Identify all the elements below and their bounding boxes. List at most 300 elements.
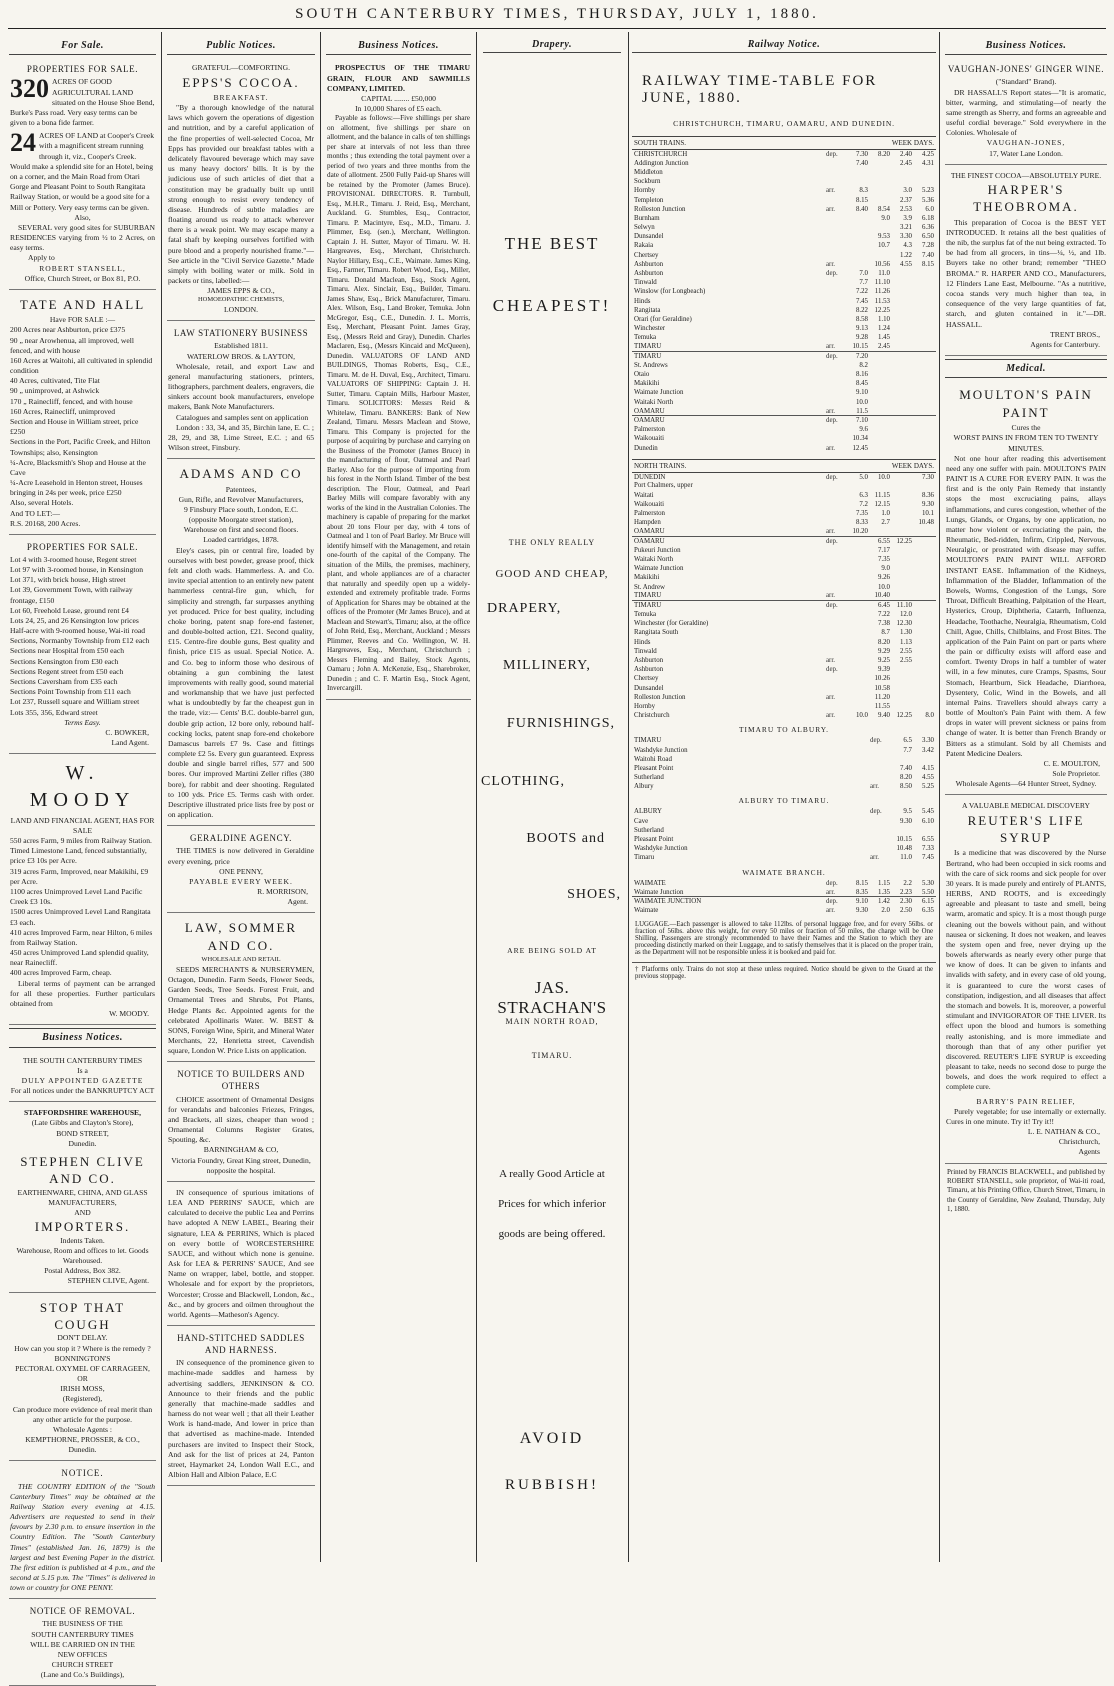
ad-title: BARRY'S PAIN RELIEF, <box>976 1096 1076 1106</box>
ad-title: LAW STATIONERY BUSINESS <box>173 328 309 339</box>
dep-arr: dep. <box>824 352 848 361</box>
ad-line: OR <box>77 1374 88 1384</box>
station-name: Waitohi Road <box>634 755 672 763</box>
ad-signature: STEPHEN CLIVE, Agent. <box>67 1276 149 1286</box>
train-time: 2.50 <box>899 907 912 915</box>
dep-arr <box>824 315 848 324</box>
train-time <box>914 610 936 619</box>
ad-properties-stansell <box>9 59 156 289</box>
timetable-row <box>632 647 936 656</box>
dep-arr <box>868 764 892 773</box>
timetable-row <box>632 555 936 564</box>
section-heading-medical: Medical. <box>945 359 1107 378</box>
ad-line: Sections in the Port, Pacific Creek, and Hilton Townships; also, Kensington <box>10 437 151 457</box>
dep-arr <box>824 684 848 693</box>
train-time <box>848 555 870 564</box>
column-prospectus <box>323 34 474 1560</box>
ad-moulton-pain-paint <box>945 382 1107 795</box>
station-name: Timaru <box>634 854 655 862</box>
ad-title: THE SOUTH CANTERBURY TIMES <box>22 1055 143 1065</box>
dep-arr <box>824 333 848 342</box>
dep-arr: arr. <box>826 205 835 213</box>
station-name: TIMARU <box>634 343 662 351</box>
train-time: 11.0 <box>900 854 912 862</box>
ad-signature: HOMOEOPATHIC CHEMISTS, <box>197 296 285 304</box>
train-time <box>870 352 892 361</box>
station-name: Pukeuri Junction <box>634 546 681 554</box>
ad-text: EARTHENWARE, CHINA, AND GLASS MANUFACTURERS, <box>17 1187 148 1207</box>
ad-address: 17, Water Lane London. <box>989 148 1063 158</box>
dep-arr <box>824 370 848 379</box>
timetable-header: NORTH TRAINS. <box>632 459 848 472</box>
ad-title: NOTICE. <box>61 1468 104 1479</box>
train-time: 11.53 <box>874 297 890 305</box>
station-name: WAIMATE <box>634 879 666 887</box>
ad-line: 90 „ unimproved, at Ashwick <box>10 386 100 396</box>
train-time: 10.0 <box>855 398 868 406</box>
dep-arr: arr. <box>826 444 835 452</box>
dep-arr <box>824 195 848 204</box>
train-time <box>914 573 936 582</box>
train-time: 4.31 <box>921 159 934 167</box>
train-time: 2.2 <box>903 879 912 887</box>
train-time: 7.17 <box>877 546 890 554</box>
train-time <box>914 546 936 555</box>
dep-arr <box>824 287 848 296</box>
station-name: Hornby <box>634 187 656 195</box>
ad-line: Can produce more evidence of real merit than any other article for the purpose. <box>12 1404 153 1424</box>
ad-line: Sections Caversham from £35 each <box>10 677 118 686</box>
train-time <box>870 407 892 416</box>
drapery-item: MILLINERY, <box>503 658 591 673</box>
ad-title: LAW, SOMMER AND CO. <box>184 920 298 953</box>
ad-text: CHOICE assortment of Ornamental Designs for verandahs and balconies Friezes, Fringes, and Brackets, all sizes, cheaper than wood ; Ornamental Columns Register Grates, Spouting, &c. <box>168 1094 314 1145</box>
timetable-south <box>632 136 936 453</box>
station-name: Waikouaiti <box>634 435 665 443</box>
timetable-row <box>632 853 936 862</box>
ad-signature: VAUGHAN-JONES, <box>986 138 1066 148</box>
dep-arr <box>824 159 848 168</box>
train-time <box>848 693 870 702</box>
train-time: 7.22 <box>855 288 868 296</box>
train-time <box>870 388 892 397</box>
ad-number: 24 <box>10 128 36 158</box>
station-name: OAMARU <box>634 407 665 415</box>
train-time: 10.7 <box>877 242 890 250</box>
ad-notice-country-edition <box>9 1463 156 1599</box>
ad-signature: LONDON. <box>224 305 258 315</box>
train-time: 8.45 <box>855 380 868 388</box>
dep-arr <box>824 491 848 500</box>
timetable-row <box>632 434 936 443</box>
train-time: 9.6 <box>859 426 868 434</box>
station-name: Sutherland <box>634 826 664 834</box>
train-time <box>914 416 936 425</box>
dep-arr <box>868 835 892 844</box>
train-time <box>892 388 914 397</box>
ad-subtitle: WHOLESALE AND RETAIL <box>201 956 281 964</box>
timetable-row <box>632 702 936 711</box>
ad-line: Sections near Hospital from £50 each <box>10 646 125 656</box>
ad-line: Also, several Hotels. <box>10 498 74 508</box>
train-time <box>848 481 870 490</box>
ad-line: Lot 237, Russell square and William street <box>10 697 140 707</box>
train-time: 6.18 <box>921 214 934 222</box>
section-heading-public-notices: Public Notices. <box>167 37 315 55</box>
train-time: 7.40 <box>899 764 912 772</box>
train-time <box>848 628 870 637</box>
ad-tate-and-hall <box>9 292 156 535</box>
timetable-row <box>632 472 936 481</box>
station-name: WAIMATE JUNCTION <box>632 897 824 906</box>
train-time: 6.3 <box>859 491 868 499</box>
train-time <box>914 537 936 546</box>
train-time <box>914 333 936 342</box>
ad-notice-removal <box>9 1601 156 1686</box>
station-name: St. Andrews <box>634 361 668 369</box>
train-time <box>892 379 914 388</box>
timetable-row <box>632 826 936 835</box>
train-time: 8.15 <box>921 260 934 268</box>
train-time: 9.10 <box>855 389 868 397</box>
train-time <box>914 693 936 702</box>
ad-title: VAUGHAN-JONES' GINGER WINE. <box>947 64 1105 75</box>
station-name: Albury <box>634 783 654 791</box>
train-time <box>892 481 914 490</box>
station-name: Waimate <box>634 907 659 915</box>
dep-arr <box>824 223 848 232</box>
train-time: 6.10 <box>921 817 934 825</box>
train-time: 10.0 <box>877 473 890 481</box>
station-name: Rolleston Junction <box>634 205 686 213</box>
timetable-row <box>632 665 936 674</box>
train-time: 7.40 <box>855 159 868 167</box>
train-time: 11.55 <box>874 702 890 710</box>
train-time <box>848 251 870 260</box>
train-time: 2.23 <box>899 888 912 896</box>
timetable-row <box>632 168 936 177</box>
train-time: 2.7 <box>881 519 890 527</box>
train-time <box>848 665 870 674</box>
train-time <box>892 306 914 315</box>
ad-signature: Christchurch, <box>1058 1137 1100 1147</box>
train-time <box>914 342 936 351</box>
ad-law-stationery <box>167 323 315 459</box>
ad-text: Payable as follows:—Five shillings per share on allotment, five shillings per share on allotment, and the balance in calls of ten shillings per share at intervals of not less than three months ; thus extending the total payment over a period of two years and three months from the date of allotment. 2500 Fully Paid-up Shares will be retained by the Promoter (James Bruce). PROVISIONAL DIRECTORS. R. Turnbull, Esq., M.H.R., Timaru. J. Reid, Esq., Merchant, Auckland. G. Stumbles, Esq., Contractor, Timaru. P. Macintyre, Esq., M.D., Timaru. J. Plimmer, Esq. (sen.), Merchant, Wellington. Captain J. H. Sutter, Mayor of Timaru. W. H. Hargreaves, Esq., Merchant, Christchurch. Naylor Hillary, Esq., C.E., Waimate. James King, Esq., Farmer, Timaru. Robert Wood, Esq., Miller, Timaru. Donald Maclean, Esq., Stock Agent, Timaru. Alex. Sinclair, Esq., Builder, Timaru. James Shaw, Esq., Brick Manufacturer, Timaru. Alex. Wilson, Esq., Land Broker, Temuka. John McGregor, Esq., C.E., Dunedin. J. L. Morris, Esq., Merchant, Pleasant Point. James Gray, Esq., (Messrs Reid and Gray), Dunedin. Charles Maclaren, Esq., (Messrs Kincaid and McQueen), Dunedin. VALUATORS OF LAND AND BUILDINGS, Thomas Roberts, Esq., C.E., Timaru. M. de H. Duval, Esq., Architect, Timaru. VALUATORS OF SHIPPING: Captain J. H. Sutter, Timaru. Captain Mills, Harbour Master, Timaru. SOLICITORS: Messrs Reid & Whitelaw, Timaru. BANKERS: Bank of New Zealand, Timaru. Messrs Maclean and Stowe, Timaru. This Company is projected for the purpose of acquiring by purchase and carrying on the Business of the Promoter (James Bruce) in the manufacturing of flour, Oatmeal and Pearl Barley. Also for the purpose of importing from his forest in the North Island. Timber of the best description. The Flour, Oatmeal, and Pearl Barley Mills will compare favorably with any works of the kind in the Australian Colonies. The machinery is capable of preparing for the market about 20 tons Flour per day, with 4 tons of Oatmeal and 1 ton of Pearl Barley. Mr Bruce will identify himself with the Management, and retain one-fourth of the capital of the Company. The situation of the Mills, the premises, machinery, plant, and whole appliances are of a character that naturally and speedily open up a widely-extended and extremely profitable trade. Forms of Application for Shares may be obtained at the offices of the Promoter (Mr James Bruce), and at Maclean and Stewart's, Timaru; also, at the office of John Reid, Esq., Merchant, Auckland ; Messrs Plimmer, Reeves and Co. Wellington, W. H. Hargreaves, Esq., Merchant, Christchurch ; Messrs Fleming and Bailey, Stock Agents, Oamaru ; John A. McKenzie, Esq., Sharebroker, Dunedin ; and C. F. Martin Esq., Stock Agent, Invercargill. <box>327 114 470 693</box>
ad-list <box>10 1333 155 1455</box>
ad-agent: ROBERT STANSELL, <box>39 263 126 273</box>
ad-adams-and-co <box>167 461 315 826</box>
ad-signature: R. MORRISON, <box>257 887 308 897</box>
timetable-row <box>632 773 936 782</box>
dep-arr <box>824 619 848 628</box>
timetable-row <box>632 527 936 536</box>
ad-saddles <box>167 1328 315 1486</box>
ad-signature: Agents for Canterbury. <box>1030 339 1100 349</box>
train-time: 9.53 <box>877 233 890 241</box>
ad-line: Section and House in William street, price £250 <box>10 417 139 437</box>
dep-arr <box>868 826 892 835</box>
timetable-row <box>632 352 936 361</box>
train-time: 1.45 <box>877 334 890 342</box>
train-time <box>892 315 914 324</box>
train-time <box>848 674 870 683</box>
ad-signature: Agents <box>1078 1147 1100 1157</box>
station-name: OAMARU <box>632 416 824 425</box>
ad-text: THE TIMES is now delivered in Geraldine every evening, price <box>168 846 314 866</box>
ad-text: For all notices under the BANKRUPTCY ACT <box>10 1086 155 1096</box>
dep-arr: arr. <box>826 343 835 351</box>
train-time: 9.29 <box>877 647 890 655</box>
train-time: 10.48 <box>896 845 912 853</box>
train-time: 7.40 <box>921 251 934 259</box>
station-name: Selwyn <box>634 224 655 232</box>
dep-arr: arr. <box>870 854 879 862</box>
ad-line: Indents Taken. <box>60 1235 105 1245</box>
ad-signature: C. BOWKER, <box>105 727 149 737</box>
dep-arr: dep. <box>826 879 838 887</box>
ad-line: Sections, Normanby Township from £12 each <box>10 636 150 646</box>
train-time <box>870 444 892 453</box>
timetable-header: WEEK DAYS. <box>848 459 936 472</box>
station-name: Addington Junction <box>634 159 689 167</box>
ad-text: Established 1811. <box>214 341 268 351</box>
ad-line: 90 „ near Arowhenua, all improved, well fenced, and with house <box>10 335 134 355</box>
train-time: 8.2 <box>859 361 868 369</box>
train-time <box>914 324 936 333</box>
timetable-row <box>632 407 936 416</box>
timetable-row <box>632 361 936 370</box>
ad-line: Lot 60, Freehold Lease, ground rent £4 <box>10 605 129 615</box>
ad-text: ONE PENNY, <box>219 866 263 876</box>
dep-arr: arr. <box>826 712 835 720</box>
timetable-section-title: ALBURY TO TIMARU. <box>738 796 830 806</box>
timetable-section-title: WAIMATE BRANCH. <box>742 867 826 877</box>
ad-text: Terms Easy. <box>64 717 101 727</box>
ad-title: REUTER'S LIFE SYRUP <box>967 812 1085 845</box>
station-name: Sockburn <box>634 178 661 186</box>
timetable-row <box>632 546 936 555</box>
train-time <box>914 278 936 287</box>
train-time <box>914 407 936 416</box>
train-time: 7.38 <box>877 620 890 628</box>
train-time: 7.20 <box>848 352 870 361</box>
station-name: Hinds <box>634 638 651 646</box>
timetable-row <box>632 214 936 223</box>
train-time <box>892 425 914 434</box>
ad-line: 170 „ Rainecliff, fenced, and with house <box>10 396 133 406</box>
train-time <box>848 592 870 601</box>
ad-law-sommer <box>167 915 315 1062</box>
timetable-row <box>632 736 936 745</box>
timetable-row <box>632 879 936 888</box>
train-time: 10.0 <box>877 583 890 591</box>
train-time: 8.22 <box>855 306 868 314</box>
train-time: 8.50 <box>899 783 912 791</box>
section-heading-business-notices: Business Notices. <box>9 1028 156 1047</box>
train-time <box>892 352 914 361</box>
train-time <box>914 755 936 764</box>
train-time <box>848 241 870 250</box>
station-name: Makikihi <box>634 380 660 388</box>
train-time <box>914 177 936 186</box>
station-name: Port Chalmers, upper <box>634 482 693 490</box>
timetable-header: SOUTH TRAINS. <box>632 137 848 150</box>
ad-line: Gun, Rifle, and Revolver Manufacturers, <box>178 494 304 504</box>
ad-signature: Agent. <box>287 897 308 907</box>
dep-arr <box>824 564 848 573</box>
dep-arr: dep. <box>824 537 848 546</box>
timetable-row <box>632 177 936 186</box>
dep-arr <box>824 702 848 711</box>
train-time: 3.9 <box>903 214 912 222</box>
train-time: 1.35 <box>877 888 890 896</box>
drapery-the-best: THE BEST <box>504 234 600 253</box>
ad-signature: Land Agent. <box>111 738 149 748</box>
train-time: 8.40 <box>855 205 868 213</box>
timetable-row <box>632 444 936 453</box>
dep-arr: arr. <box>826 888 835 896</box>
timetable-row <box>632 835 936 844</box>
ad-geraldine-agency <box>167 828 315 913</box>
timetable-waimate <box>632 879 936 916</box>
dep-arr <box>824 500 848 509</box>
timetable-row <box>632 888 936 897</box>
train-time: 5.25 <box>921 783 934 791</box>
station-name: Winslow (for Longbeach) <box>634 288 706 296</box>
ad-line: Sections Regent street from £50 each <box>10 666 124 676</box>
ad-line: 160 Acres at Waitohi, all cultivated in splendid condition <box>10 355 153 376</box>
station-name: Palmerston <box>634 510 666 518</box>
train-time: 12.0 <box>899 611 912 619</box>
train-time: 6.15 <box>914 897 936 906</box>
ad-line: (opposite Moorgate street station), <box>188 515 294 525</box>
dep-arr: arr. <box>826 657 835 665</box>
station-name: Waitaki North <box>634 555 674 563</box>
train-time: 1.42 <box>870 897 892 906</box>
train-time: 8.15 <box>855 879 868 887</box>
ad-number: 320 <box>10 74 49 104</box>
station-name: Dunedin <box>634 444 658 452</box>
train-time <box>914 168 936 177</box>
station-name: Waikouaiti <box>634 500 665 508</box>
ad-line: KEMPTHORNE, PROSSER, & CO., <box>25 1435 140 1445</box>
drapery-only-really: THE ONLY REALLY <box>508 538 596 547</box>
train-time <box>892 755 914 764</box>
train-time: 6.45 <box>870 601 892 610</box>
dep-arr: dep. <box>824 897 848 906</box>
train-time <box>892 472 914 481</box>
drapery-goods: goods are being offered. <box>498 1228 606 1240</box>
train-time <box>914 601 936 610</box>
train-time <box>848 702 870 711</box>
timetable-row <box>632 711 936 720</box>
ad-signature: Sole Proprietor. <box>1052 769 1100 779</box>
ad-text: Wholesale, retail, and export Law and general manufacturing stationers, printers, lithographers, parchment dealers, engravers, die sinkers account book manufacturers, envelope makers, Bank Note Manufacturers. <box>168 361 314 412</box>
ad-title: PROPERTIES FOR SALE. <box>26 541 139 552</box>
ad-line: CHURCH STREET <box>51 1660 114 1670</box>
ad-text: "By a thorough knowledge of the natural laws which govern the operations of digestion and nutrition, and by a careful application of the fine properties of well-selected Cocoa, Mr Epps has provided our breakfast tables with a delicately flavoured beverage which may save us many heavy doctors' bills. It is by the judicious use of such articles of diet that a constitution may be gradually built up until strong enough to resist every tendency of disease. Hundreds of subtle maladies are floating around us ready to attack wherever there is a weak point. We may escape many a fatal shaft by keeping ourselves fortified with pure blood and a properly nourished frame."— See article in the "Civil Service Gazette." Made simply with boiling water or milk. Sold in packets or tins, labelled:— <box>168 103 314 286</box>
train-time: 7.45 <box>855 297 868 305</box>
ad-title: NOTICE TO BUILDERS AND OTHERS <box>177 1069 305 1092</box>
train-time <box>892 592 914 601</box>
train-time: 3.42 <box>921 746 934 754</box>
timetable-row <box>632 159 936 168</box>
ad-text: PAYABLE EVERY WEEK. <box>189 876 293 886</box>
ad-line: 410 acres Improved Farm, near Hilton, 6 miles from Railway Station. <box>10 927 153 947</box>
train-time: 8.36 <box>921 491 934 499</box>
station-name: Chertsey <box>634 675 659 683</box>
train-time <box>870 434 892 443</box>
train-time <box>914 647 936 656</box>
ad-line: R.S. 20168, 200 Acres. <box>10 518 81 528</box>
ad-text: DULY APPOINTED GAZETTE <box>21 1075 144 1085</box>
station-name: Pleasant Point <box>634 836 674 844</box>
ad-line: Postal Address, Box 382. <box>44 1266 121 1276</box>
train-time <box>892 500 914 509</box>
train-time: 9.13 <box>855 325 868 333</box>
dep-arr: dep. <box>824 416 848 425</box>
train-time <box>892 674 914 683</box>
column-railway <box>632 34 936 1560</box>
column-rule <box>161 32 162 1562</box>
ad-builders <box>167 1064 315 1181</box>
timetable-row <box>632 755 936 764</box>
ad-line: How can you stop it ? Where is the remedy ? <box>14 1343 151 1353</box>
ad-text: BOND STREET, <box>56 1128 109 1138</box>
train-time: 4.25 <box>921 150 934 158</box>
train-time <box>870 416 892 425</box>
dep-arr: dep. <box>870 808 882 816</box>
train-time: 7.35 <box>855 510 868 518</box>
dep-arr: dep. <box>826 473 838 481</box>
train-time: 10.0 <box>855 712 868 720</box>
train-time: 10.34 <box>852 435 868 443</box>
station-name: Burnham <box>634 214 660 222</box>
train-time: 2.37 <box>899 196 912 204</box>
train-time <box>892 564 914 573</box>
section-heading-drapery: Drapery. <box>483 37 621 53</box>
train-time <box>892 826 914 835</box>
ad-text: Also, <box>74 212 91 222</box>
ad-subtitle: Cures the <box>1011 423 1041 433</box>
dep-arr <box>824 518 848 527</box>
ad-line: 400 acres Improved Farm, cheap. <box>10 968 112 978</box>
train-time: 4.55 <box>899 260 912 268</box>
train-time <box>892 684 914 693</box>
train-time: 9.0 <box>881 214 890 222</box>
timetable-row <box>632 817 936 826</box>
station-name: TIMARU <box>634 737 662 745</box>
ad-subtitle: BREAKFAST. <box>213 92 269 102</box>
timetable-row <box>632 897 936 906</box>
train-time: 7.10 <box>848 416 870 425</box>
timetable-row <box>632 379 936 388</box>
ad-properties-bowker <box>9 537 156 754</box>
timetable-row <box>632 807 936 816</box>
train-time: 10.26 <box>874 675 890 683</box>
train-time <box>892 324 914 333</box>
timetable-row <box>632 518 936 527</box>
ad-line: 200 Acres near Ashburton, price £375 <box>10 325 126 335</box>
timetable-row <box>632 251 936 260</box>
ad-text: Not one hour after reading this advertisement need any one suffer with pain. MOULTON'S PAIN PAINT IS A CURE FOR EVERY PAIN. It was the first and is the only Pain Remedy that instantly stops the most excruciating pains, allays inflammations, and cures congestion, whether of the Lungs, Glands, or Organs, by one application, no matter how violent or excruciating the pain, the Rheumatic, Bed-ridden, Infirm, Crippled, Nervous, Neuralgic, or prostrated with disease may suffer. MOULTON'S PAIN PAINT WILL AFFORD INSTANT EASE. Inflammation of the Kidneys, Inflammation of the Bladder, Inflammation of the Bowels, Worms, Congestion of the Lungs, Sore Throat, Difficult Breathing, Palpitation of the Heart, Hysterics, Croup, Diphtheria, Catarrh, Influenza, Headache, Toothache, Neuralgia, Rheumatism, Cold Chill, Ague, Chills, Chilblains, and Frost Bites. The application of the Pain Paint on part or parts where the pain or difficulty exists will afford ease and comfort. Twenty Drops in half a tumbler of water will, in a few minutes, cure Cramps, Spasms, Sour Stomach, Heartburn, Sick Headache, Diarrhoea, Dysentery, Colic, Wind in the Bowels, and all internal Pains. Travellers should always carry a bottle of Moulton's Pain Paint with them. A few drops in water will prevent sickness or pains from change of water. It is better than French Brandy or Bitters as a stimulant. Sold by all Chemists and Patent Medicine Dealers. <box>946 453 1106 758</box>
station-name: Rangitata South <box>634 629 679 637</box>
ad-title: STAFFORDSHIRE WAREHOUSE, <box>23 1108 142 1118</box>
ad-signature: L. E. NATHAN & CO., <box>1027 1127 1100 1137</box>
ad-text: IN consequence of the prominence given to machine-made saddles and harness by advertising saddlers, JENKINSON & CO. Announce to their friends and the public generally that machine-made saddles and harness do not wear well ; that all their Leather Work is hand-made, And lower in price than that advertised as machine-made. Intended purchasers are invited to Inspect their Stock, And ask for the list of prices at 24, Panton street, Haymarket 24, London Wall E.C., and Albion Hall and Albion Palace, E.C <box>168 1358 314 1480</box>
train-time: 12.25 <box>874 306 890 314</box>
